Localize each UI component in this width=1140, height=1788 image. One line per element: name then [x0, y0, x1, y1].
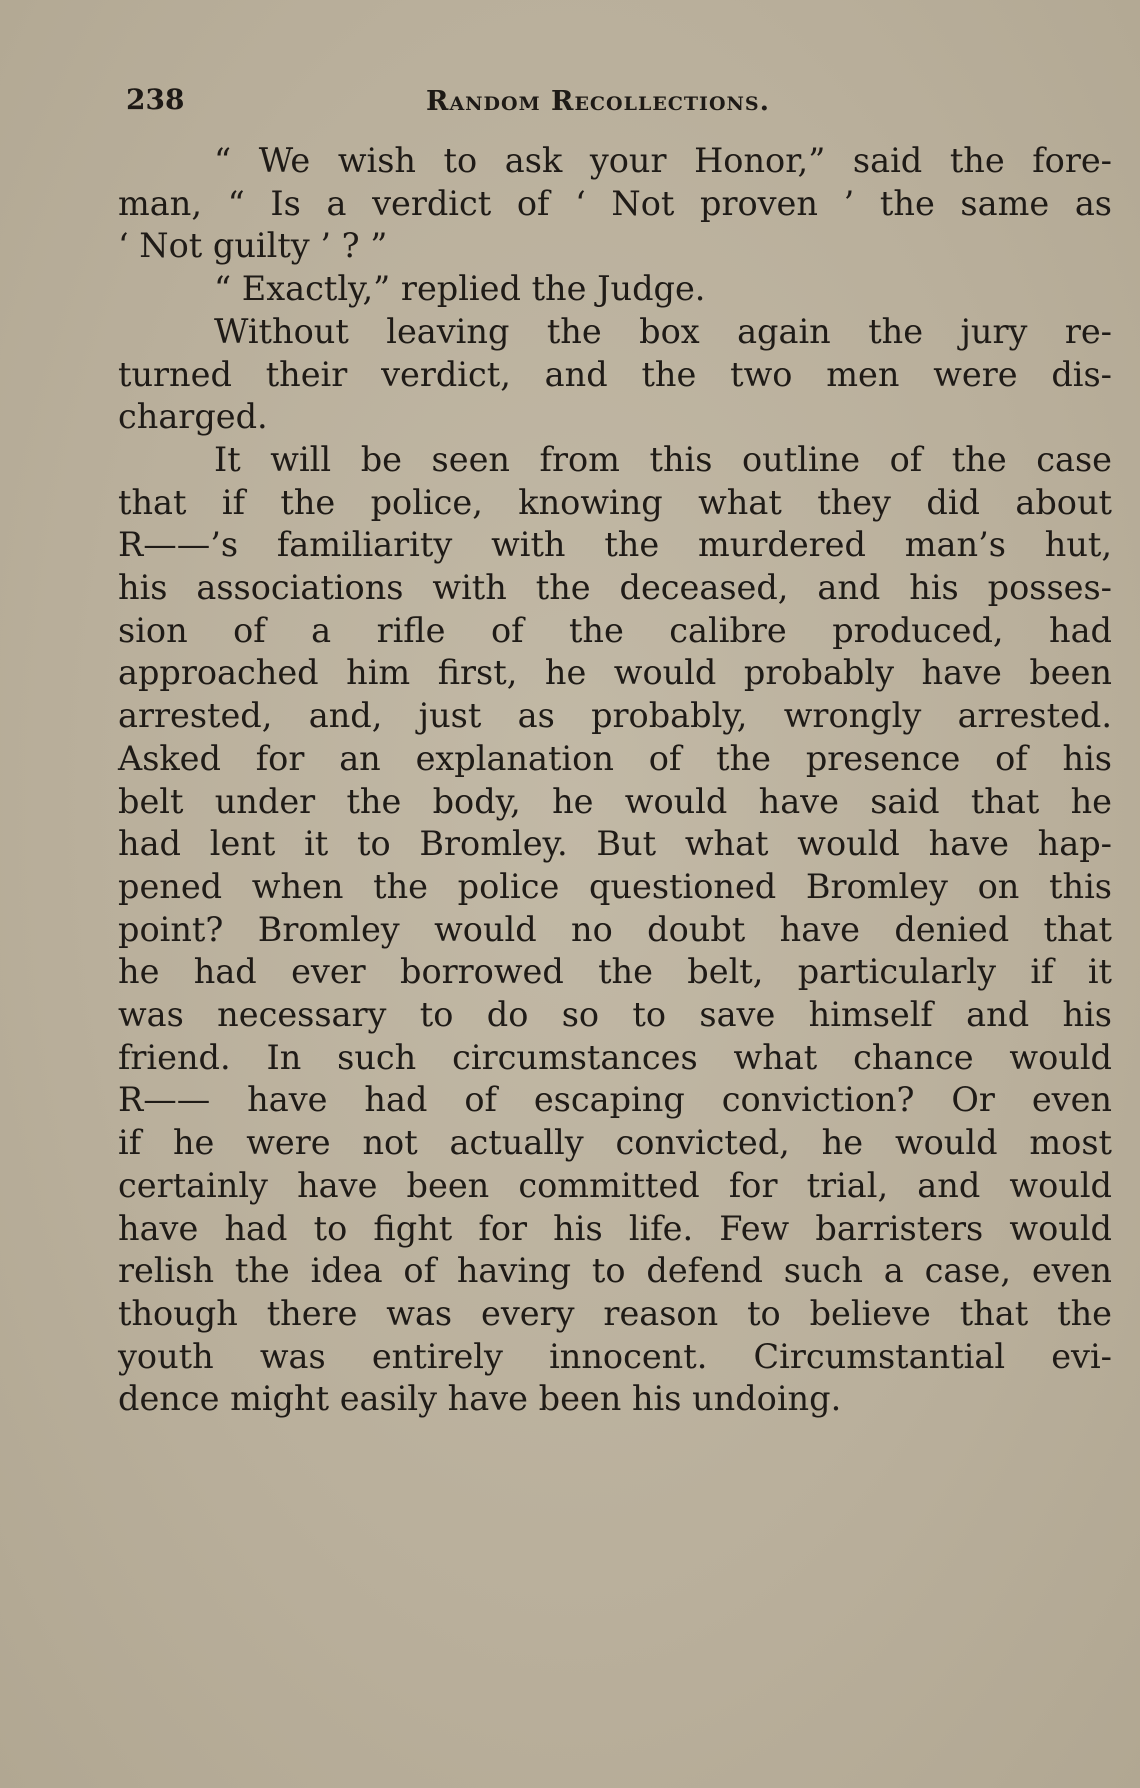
text-line: ‘ Not guilty ’ ? ” — [118, 226, 388, 266]
text-line: he had ever borrowed the belt, particularly if it — [118, 952, 1112, 992]
text-line: if he were not actually convicted, he would most — [118, 1123, 1112, 1163]
page-number: 238 — [126, 83, 185, 116]
text-line: sion of a rifle of the calibre produced, had — [118, 610, 1112, 650]
paragraph-judge-reply — [118, 268, 1112, 311]
running-title: Random Recollections. — [426, 86, 770, 117]
text-line: was necessary to do so to save himself and his — [118, 995, 1112, 1035]
text-line: Asked for an explanation of the presence of his — [118, 738, 1112, 778]
text-line: dence might easily have been his undoing. — [118, 1379, 842, 1419]
text-line: youth was entirely innocent. Circumstantial evi- — [118, 1336, 1112, 1376]
text-line: have had to fight for his life. Few barristers would — [118, 1208, 1112, 1248]
text-line: had lent it to Bromley. But what would have hap- — [118, 824, 1112, 864]
text-line: arrested, and, just as probably, wrongly arrested. — [118, 696, 1112, 736]
text-line: “ We wish to ask your Honor,” said the fore- — [214, 141, 1112, 180]
text-line: belt under the body, he would have said that he — [118, 781, 1112, 821]
text-line: R——’s familiarity with the murdered man’s hut, — [118, 525, 1112, 565]
text-line: It will be seen from this outline of the case — [214, 439, 1112, 479]
text-line: friend. In such circumstances what chance would — [118, 1037, 1112, 1077]
text-line: turned their verdict, and the two men were dis- — [118, 354, 1112, 394]
text-line: though there was every reason to believe that the — [118, 1293, 1112, 1333]
text-line: “ Exactly,” replied the Judge. — [214, 269, 706, 309]
page-header — [122, 80, 1122, 130]
text-line: pened when the police questioned Bromley on this — [118, 866, 1112, 906]
body-text — [118, 140, 1112, 1421]
paragraph-case-outline — [118, 439, 1112, 1421]
text-line: certainly have been committed for trial, and would — [118, 1165, 1112, 1205]
text-line: charged. — [118, 397, 268, 437]
text-line: man, “ Is a verdict of ‘ Not proven ’ the same as — [118, 183, 1112, 223]
paragraph-foreman-question — [118, 140, 1112, 268]
text-line: point? Bromley would no doubt have denied that — [118, 909, 1112, 949]
text-line: that if the police, knowing what they did about — [118, 482, 1112, 522]
text-line: Without leaving the box again the jury re- — [214, 311, 1112, 351]
text-line: approached him first, he would probably have been — [118, 653, 1112, 693]
text-line: R—— have had of escaping conviction? Or even — [118, 1080, 1112, 1120]
text-line: relish the idea of having to defend such a case, even — [118, 1251, 1112, 1291]
text-line: his associations with the deceased, and his posses- — [118, 568, 1112, 608]
paragraph-verdict — [118, 311, 1112, 439]
